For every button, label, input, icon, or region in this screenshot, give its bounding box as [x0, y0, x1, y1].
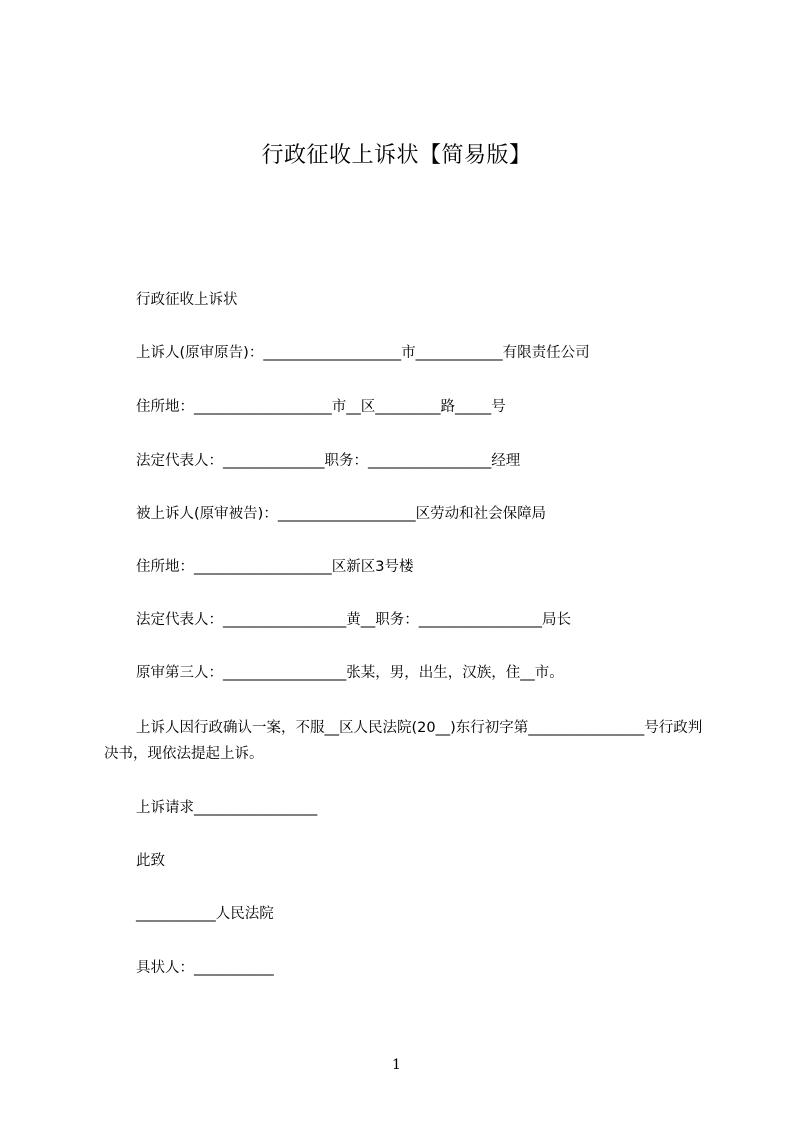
appeal-request-line: 上诉请求_________________: [136, 800, 318, 816]
salutation-line: 此致: [136, 853, 165, 869]
appellee-legal-rep-line: 法定代表人：_________________黄__职务：_________________局长: [136, 612, 571, 628]
appellant-line: 上诉人(原审原告)：___________________市____________有限责任公司: [136, 345, 590, 361]
court-line: ___________人民法院: [136, 906, 274, 922]
appellee-address-line: 住所地：___________________区新区3号楼: [136, 559, 414, 575]
appeal-statement: 上诉人因行政确认一案，不服__区人民法院(20__)东行初字第________________号行政判决书，现依法提起上诉。: [104, 720, 703, 762]
appellant-legal-rep-line: 法定代表人：______________职务：_________________经理: [136, 453, 521, 469]
document-title: 行政征收上诉状【简易版】: [261, 143, 532, 168]
doc-heading: 行政征收上诉状: [136, 292, 238, 308]
page-number: 1: [392, 1057, 401, 1073]
signatory-line: 具状人：___________: [136, 960, 274, 976]
third-party-line: 原审第三人：_________________张某，男，出生，汉族，住__市。: [136, 665, 564, 681]
appellee-line: 被上诉人(原审被告)：___________________区劳动和社会保障局: [136, 506, 547, 522]
appellant-address-line: 住所地：___________________市__区_________路_____号: [136, 399, 506, 415]
